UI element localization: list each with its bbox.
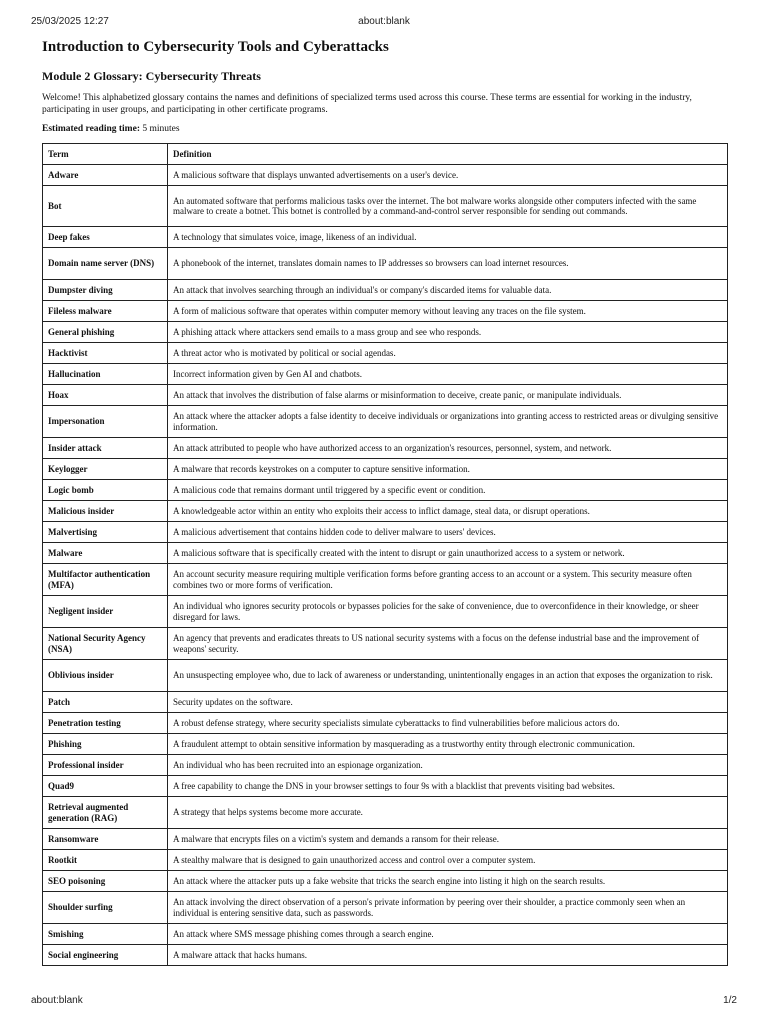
glossary-definition: An automated software that performs malicious tasks over the internet. The bot malware works alongside other computers infected with the same malware to create a botnet. This botnet is controlled by a command-and-control server responsible for sending out commands.: [168, 186, 728, 227]
glossary-term: Hacktivist: [43, 343, 168, 364]
glossary-definition: An individual who has been recruited into an espionage organization.: [168, 755, 728, 776]
document-title: Introduction to Cybersecurity Tools and Cyberattacks: [42, 39, 389, 55]
glossary-term: Phishing: [43, 734, 168, 755]
glossary-definition: A threat actor who is motivated by political or social agendas.: [168, 343, 728, 364]
glossary-definition: An attack where the attacker adopts a false identity to deceive individuals or organizations into granting access to restricted areas or divulging sensitive information.: [168, 406, 728, 438]
glossary-definition: A fraudulent attempt to obtain sensitive information by masquerading as a trustworthy entity through electronic communication.: [168, 734, 728, 755]
glossary-row: [43, 945, 728, 966]
glossary-term: Adware: [43, 165, 168, 186]
glossary-term: Quad9: [43, 776, 168, 797]
module-subtitle: Module 2 Glossary: Cybersecurity Threats: [42, 69, 261, 83]
glossary-definition: An agency that prevents and eradicates threats to US national security systems with a focus on the defense industrial base and the improvement of weapons' security.: [168, 628, 728, 660]
glossary-term: Hoax: [43, 385, 168, 406]
glossary-term: Rootkit: [43, 850, 168, 871]
glossary-row: [43, 406, 728, 438]
glossary-term: Social engineering: [43, 945, 168, 966]
header-definition: Definition: [168, 144, 728, 165]
glossary-row: [43, 755, 728, 776]
glossary-row: [43, 797, 728, 829]
glossary-term: Bot: [43, 186, 168, 227]
glossary-term: Hallucination: [43, 364, 168, 385]
glossary-term: SEO poisoning: [43, 871, 168, 892]
glossary-term: Ransomware: [43, 829, 168, 850]
glossary-row: [43, 564, 728, 596]
glossary-row: [43, 713, 728, 734]
glossary-definition: A free capability to change the DNS in your browser settings to four 9s with a blacklist that prevents visiting bad websites.: [168, 776, 728, 797]
glossary-definition: A malicious software that displays unwanted advertisements on a user's device.: [168, 165, 728, 186]
glossary-term: National Security Agency (NSA): [43, 628, 168, 660]
glossary-row: [43, 871, 728, 892]
glossary-term: Smishing: [43, 924, 168, 945]
print-page-number: 1/2: [723, 995, 737, 1006]
glossary-row: [43, 459, 728, 480]
glossary-row: [43, 596, 728, 628]
document-content: [42, 37, 728, 966]
glossary-definition: An account security measure requiring multiple verification forms before granting access to an account or a system. This security measure often combines two or more forms of verification.: [168, 564, 728, 596]
glossary-table: [42, 143, 728, 966]
glossary-term: Patch: [43, 692, 168, 713]
glossary-row: [43, 628, 728, 660]
glossary-definition: A malware that records keystrokes on a computer to capture sensitive information.: [168, 459, 728, 480]
glossary-definition: A malware that encrypts files on a victim's system and demands a ransom for their release.: [168, 829, 728, 850]
glossary-row: [43, 186, 728, 227]
glossary-definition: A malware attack that hacks humans.: [168, 945, 728, 966]
glossary-term: Deep fakes: [43, 227, 168, 248]
glossary-row: [43, 850, 728, 871]
glossary-definition: An attack involving the direct observation of a person's private information by peering over their shoulder, a practice commonly seen when an individual is entering sensitive data, such as passwords.: [168, 892, 728, 924]
glossary-term: Penetration testing: [43, 713, 168, 734]
glossary-definition: A malicious software that is specifically created with the intent to disrupt or gain unauthorized access to a system or network.: [168, 543, 728, 564]
glossary-term: Impersonation: [43, 406, 168, 438]
glossary-row: [43, 522, 728, 543]
glossary-definition: An attack where the attacker puts up a fake website that tricks the search engine into listing it high on the search results.: [168, 871, 728, 892]
reading-time-value: 5 minutes: [139, 124, 180, 134]
print-page-title: about:blank: [358, 16, 410, 27]
glossary-definition: A phishing attack where attackers send emails to a mass group and see who responds.: [168, 322, 728, 343]
glossary-term: Logic bomb: [43, 480, 168, 501]
glossary-term: Multifactor authentication (MFA): [43, 564, 168, 596]
glossary-term: Retrieval augmented generation (RAG): [43, 797, 168, 829]
glossary-definition: Incorrect information given by Gen AI and chatbots.: [168, 364, 728, 385]
glossary-term: Malware: [43, 543, 168, 564]
glossary-term: Fileless malware: [43, 301, 168, 322]
glossary-row: [43, 385, 728, 406]
glossary-term: Negligent insider: [43, 596, 168, 628]
print-datetime: 25/03/2025 12:27: [31, 16, 109, 27]
glossary-row: [43, 734, 728, 755]
glossary-term: Oblivious insider: [43, 660, 168, 692]
glossary-row: [43, 364, 728, 385]
glossary-row: [43, 776, 728, 797]
header-term: Term: [43, 144, 168, 165]
glossary-row: [43, 660, 728, 692]
glossary-definition: A phonebook of the internet, translates domain names to IP addresses so browsers can load internet resources.: [168, 248, 728, 280]
glossary-row: [43, 322, 728, 343]
glossary-definition: An attack that involves searching through an individual's or company's discarded items for valuable data.: [168, 280, 728, 301]
glossary-definition: A malicious code that remains dormant until triggered by a specific event or condition.: [168, 480, 728, 501]
glossary-row: [43, 438, 728, 459]
glossary-definition: A stealthy malware that is designed to gain unauthorized access and control over a computer system.: [168, 850, 728, 871]
glossary-definition: A strategy that helps systems become more accurate.: [168, 797, 728, 829]
glossary-term: Professional insider: [43, 755, 168, 776]
glossary-term: Malicious insider: [43, 501, 168, 522]
glossary-term: Shoulder surfing: [43, 892, 168, 924]
glossary-definition: A knowledgeable actor within an entity who exploits their access to inflict damage, steal data, or disrupt operations.: [168, 501, 728, 522]
glossary-row: [43, 248, 728, 280]
print-footer-url: about:blank: [31, 995, 83, 1006]
glossary-definition: An attack that involves the distribution of false alarms or misinformation to deceive, create panic, or manipulate individuals.: [168, 385, 728, 406]
glossary-term: Insider attack: [43, 438, 168, 459]
glossary-term: Malvertising: [43, 522, 168, 543]
glossary-term: Domain name server (DNS): [43, 248, 168, 280]
glossary-row: [43, 165, 728, 186]
glossary-term: General phishing: [43, 322, 168, 343]
intro-paragraph: Welcome! This alphabetized glossary contains the names and definitions of specialized terms used across this course. These terms are essential for working in the industry, participating in user groups, and participating in other certificate programs.: [42, 93, 692, 115]
print-footer: [31, 995, 737, 1009]
glossary-row: [43, 280, 728, 301]
glossary-definition: An attack where SMS message phishing comes through a search engine.: [168, 924, 728, 945]
glossary-header-row: [43, 144, 728, 165]
glossary-definition: A technology that simulates voice, image, likeness of an individual.: [168, 227, 728, 248]
glossary-definition: A malicious advertisement that contains hidden code to deliver malware to users' devices.: [168, 522, 728, 543]
glossary-row: [43, 301, 728, 322]
glossary-definition: A robust defense strategy, where security specialists simulate cyberattacks to find vulnerabilities before malicious actors do.: [168, 713, 728, 734]
glossary-definition: A form of malicious software that operates within computer memory without leaving any traces on the file system.: [168, 301, 728, 322]
print-header: [31, 16, 737, 30]
glossary-row: [43, 480, 728, 501]
glossary-term: Keylogger: [43, 459, 168, 480]
glossary-row: [43, 227, 728, 248]
glossary-row: [43, 692, 728, 713]
reading-time: [42, 123, 728, 135]
glossary-definition: An attack attributed to people who have authorized access to an organization's resources, personnel, system, and network.: [168, 438, 728, 459]
glossary-row: [43, 501, 728, 522]
glossary-definition: An individual who ignores security protocols or bypasses policies for the sake of convenience, due to overconfidence in their knowledge, or sheer disregard for laws.: [168, 596, 728, 628]
glossary-row: [43, 924, 728, 945]
glossary-body: [43, 165, 728, 966]
glossary-row: [43, 543, 728, 564]
glossary-definition: Security updates on the software.: [168, 692, 728, 713]
glossary-row: [43, 829, 728, 850]
glossary-row: [43, 343, 728, 364]
reading-time-label: Estimated reading time:: [42, 124, 140, 134]
glossary-term: Dumpster diving: [43, 280, 168, 301]
glossary-row: [43, 892, 728, 924]
glossary-definition: An unsuspecting employee who, due to lack of awareness or understanding, unintentionally engages in an action that exposes the organization to risk.: [168, 660, 728, 692]
